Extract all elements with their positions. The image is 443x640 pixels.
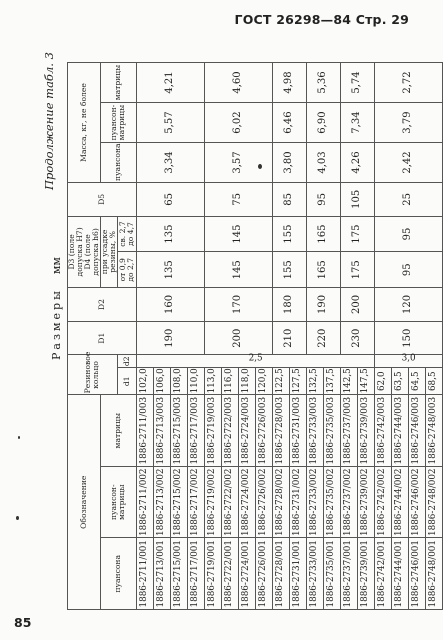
row-18-d1: 68,5: [425, 368, 442, 395]
row-6-d1: 116,0: [221, 368, 238, 395]
row-2-d1: 106,0: [153, 368, 170, 395]
row-11-matrix: 1886-2733/003: [306, 395, 323, 467]
row-13-d1: 142,5: [340, 368, 357, 395]
group-1-mass-matrix: 4,21: [136, 63, 204, 103]
row-16-puansona: 1886-2744/001: [391, 538, 408, 610]
row-10-puansona: 1886-2731/001: [289, 538, 306, 610]
row-11-puanson-matrix: 1886-2733/002: [306, 466, 323, 538]
dimensions-table: [67, 62, 443, 610]
group-5-shrink-low: 175: [340, 252, 374, 288]
row-2-matrix: 1886-2713/003: [153, 395, 170, 467]
row-15-d1: 62,0: [374, 368, 391, 395]
header-shrink-low: от 0,9 до 2,7: [117, 252, 136, 288]
group-3-shrink-high: 155: [272, 216, 306, 252]
group-1-D1: 190: [136, 321, 204, 355]
row-18-puansona: 1886-2748/001: [425, 538, 442, 610]
group-6-D5: 25: [374, 182, 442, 216]
row-4-puanson-matrix: 1886-2717/002: [187, 466, 204, 538]
row-13-matrix: 1886-2737/003: [340, 395, 357, 467]
group-2-mass-matrix: 4,60: [204, 63, 272, 103]
row-12-puanson-matrix: 1886-2735/002: [323, 466, 340, 538]
row-3-d1: 108,0: [170, 368, 187, 395]
scan-speck: [16, 516, 19, 520]
group-4-shrink-high: 165: [306, 216, 340, 252]
group-1-mass-puansona: 3,34: [136, 143, 204, 183]
group-1-D2: 160: [136, 288, 204, 322]
row-14-matrix: 1886-2739/003: [357, 395, 374, 467]
d2-group-2: [374, 355, 442, 368]
group-1-D5: 65: [136, 182, 204, 216]
row-3-puansona: 1886-2715/001: [170, 538, 187, 610]
row-16-matrix: 1886-2744/003: [391, 395, 408, 467]
group-3-D5: 85: [272, 182, 306, 216]
row-1-puanson-matrix: 1886-2711/002: [136, 466, 153, 538]
header-D3-line1: D3 (поле допуска H7): [67, 227, 84, 277]
row-7-puanson-matrix: 1886-2724/002: [238, 466, 255, 538]
header-col-puanson-matrix: пуансон-матрицы: [100, 466, 136, 538]
d2-value-1: 2,5: [248, 353, 263, 364]
row-5-puanson-matrix: 1886-2719/002: [204, 466, 221, 538]
row-4-matrix: 1886-2717/003: [187, 395, 204, 467]
group-2-mass-puanson-matrix: 6,02: [204, 103, 272, 143]
header-D3-line2: D4 (поле допуска h6): [82, 228, 100, 276]
row-1-matrix: 1886-2711/003: [136, 395, 153, 467]
group-5-mass-puansona: 4,26: [340, 143, 374, 183]
page-header: ГОСТ 26298—84 Стр. 29: [234, 12, 409, 27]
row-6-puansona: 1886-2722/001: [221, 538, 238, 610]
header-D5: D5: [68, 182, 137, 216]
row-13-puansona: 1886-2737/001: [340, 538, 357, 610]
group-4-mass-matrix: 5,36: [306, 63, 340, 103]
row-8-d1: 120,0: [255, 368, 272, 395]
row-12-d1: 137,5: [323, 368, 340, 395]
row-3-puanson-matrix: 1886-2715/002: [170, 466, 187, 538]
row-17-puanson-matrix: 1886-2746/002: [408, 466, 425, 538]
group-2-shrink-low: 145: [204, 252, 272, 288]
header-D3: [68, 216, 101, 288]
header-D1: D1: [68, 321, 137, 355]
row-2-puanson-matrix: 1886-2713/002: [153, 466, 170, 538]
group-1-shrink-high: 135: [136, 216, 204, 252]
group-5-mass-puanson-matrix: 7,34: [340, 103, 374, 143]
row-11-d1: 132,5: [306, 368, 323, 395]
group-4-mass-puansona: 4,03: [306, 143, 340, 183]
row-18-puanson-matrix: 1886-2748/002: [425, 466, 442, 538]
group-3-D1: 210: [272, 321, 306, 355]
group-4-shrink-low: 165: [306, 252, 340, 288]
row-17-d1: 64,5: [408, 368, 425, 395]
row-9-puanson-matrix: 1886-2728/002: [272, 466, 289, 538]
row-14-d1: 147,5: [357, 368, 374, 395]
row-10-puanson-matrix: 1886-2731/002: [289, 466, 306, 538]
rotated-table-sheet: [40, 52, 439, 610]
row-16-puanson-matrix: 1886-2744/002: [391, 466, 408, 538]
row-15-puanson-matrix: 1886-2742/002: [374, 466, 391, 538]
group-6-shrink-high: 95: [374, 216, 442, 252]
row-4-d1: 110,0: [187, 368, 204, 395]
row-3-matrix: 1886-2715/003: [170, 395, 187, 467]
dimensions-word: Размеры: [50, 288, 63, 360]
row-9-puansona: 1886-2728/001: [272, 538, 289, 610]
row-1-d1: 102,0: [136, 368, 153, 395]
row-14-puansona: 1886-2739/001: [357, 538, 374, 610]
row-15-puansona: 1886-2742/001: [374, 538, 391, 610]
header-mass: Масса, кг, не более: [68, 63, 101, 183]
row-12-puansona: 1886-2735/001: [323, 538, 340, 610]
row-7-puansona: 1886-2724/001: [238, 538, 255, 610]
group-4-D1: 220: [306, 321, 340, 355]
group-2-D1: 200: [204, 321, 272, 355]
header-shrink-high: св. 2,7 до 4,7: [117, 216, 136, 252]
header-mass-matrix: матрицы: [100, 63, 136, 103]
row-18-matrix: 1886-2748/003: [425, 395, 442, 467]
header-rubber-ring: Резиновое кольцо: [68, 355, 118, 395]
group-2-shrink-high: 145: [204, 216, 272, 252]
row-17-puansona: 1886-2746/001: [408, 538, 425, 610]
row-5-puansona: 1886-2719/001: [204, 538, 221, 610]
header-col-matrix: матрицы: [100, 395, 136, 467]
group-6-mass-puansona: 2,42: [374, 143, 442, 183]
row-7-matrix: 1886-2724/003: [238, 395, 255, 467]
row-5-matrix: 1886-2719/003: [204, 395, 221, 467]
row-15-matrix: 1886-2742/003: [374, 395, 391, 467]
header-d1: d1: [117, 368, 136, 395]
row-17-matrix: 1886-2746/003: [408, 395, 425, 467]
continuation-label: Продолжение табл. 3: [42, 52, 56, 190]
header-D2: D2: [68, 288, 137, 322]
group-4-mass-puanson-matrix: 6,90: [306, 103, 340, 143]
row-8-puansona: 1886-2726/001: [255, 538, 272, 610]
group-6-D1: 150: [374, 321, 442, 355]
row-2-puansona: 1886-2713/001: [153, 538, 170, 610]
group-3-mass-puansona: 3,80: [272, 143, 306, 183]
group-3-D2: 180: [272, 288, 306, 322]
header-col-puansona: пуансона: [100, 538, 136, 610]
row-8-matrix: 1886-2726/003: [255, 395, 272, 467]
row-13-puanson-matrix: 1886-2737/002: [340, 466, 357, 538]
group-5-shrink-high: 175: [340, 216, 374, 252]
row-6-puanson-matrix: 1886-2722/002: [221, 466, 238, 538]
row-6-matrix: 1886-2722/003: [221, 395, 238, 467]
group-4-D5: 95: [306, 182, 340, 216]
header-mass-puanson-matrix: пуансон-матрицы: [100, 103, 136, 143]
row-12-matrix: 1886-2735/003: [323, 395, 340, 467]
row-11-puansona: 1886-2733/001: [306, 538, 323, 610]
group-2-D5: 75: [204, 182, 272, 216]
header-d2: d2: [117, 355, 136, 368]
row-14-puanson-matrix: 1886-2739/002: [357, 466, 374, 538]
group-2-D2: 170: [204, 288, 272, 322]
group-4-D2: 190: [306, 288, 340, 322]
group-6-mass-matrix: 2,72: [374, 63, 442, 103]
d2-value-2: 3,0: [401, 353, 416, 364]
page-number: 85: [14, 615, 32, 630]
row-1-puansona: 1886-2711/001: [136, 538, 153, 610]
group-3-mass-puanson-matrix: 6,46: [272, 103, 306, 143]
row-7-d1: 118,0: [238, 368, 255, 395]
group-6-D2: 120: [374, 288, 442, 322]
group-3-mass-matrix: 4,98: [272, 63, 306, 103]
header-designation: Обозначение: [68, 395, 101, 610]
header-mass-puansona: пуансона: [100, 143, 136, 183]
group-5-D5: 105: [340, 182, 374, 216]
unit-label: мм: [50, 257, 63, 275]
d2-group-1: [136, 355, 374, 368]
group-5-D2: 200: [340, 288, 374, 322]
group-3-shrink-low: 155: [272, 252, 306, 288]
row-4-puansona: 1886-2717/001: [187, 538, 204, 610]
row-8-puanson-matrix: 1886-2726/002: [255, 466, 272, 538]
row-10-matrix: 1886-2731/003: [289, 395, 306, 467]
scan-speck: [18, 436, 20, 439]
group-1-mass-puanson-matrix: 5,57: [136, 103, 204, 143]
group-6-mass-puanson-matrix: 3,79: [374, 103, 442, 143]
row-10-d1: 127,5: [289, 368, 306, 395]
row-9-matrix: 1886-2728/003: [272, 395, 289, 467]
group-1-shrink-low: 135: [136, 252, 204, 288]
group-6-shrink-low: 95: [374, 252, 442, 288]
row-5-d1: 113,0: [204, 368, 221, 395]
header-shrinkage: при усадке резины, %: [100, 216, 117, 288]
group-2-mass-puansona: 3,57: [204, 143, 272, 183]
group-5-D1: 230: [340, 321, 374, 355]
group-5-mass-matrix: 5,74: [340, 63, 374, 103]
row-16-d1: 63,5: [391, 368, 408, 395]
row-9-d1: 122,5: [272, 368, 289, 395]
dimensions-title: [50, 257, 63, 360]
